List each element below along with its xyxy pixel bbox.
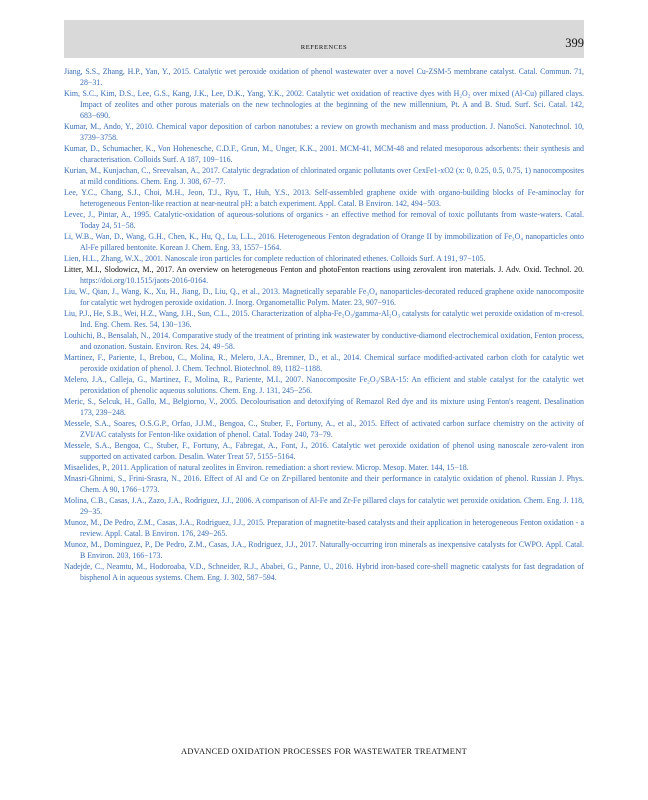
running-header <box>64 20 584 58</box>
reference-item <box>64 495 584 517</box>
reference-text: Li, W.B., Wan, D., Wang, G.H., Chen, K., Hu, Q., Lu, L.L., 2016. Heterogeneous Fenton degradation of Orange II by immobilization of Fe₃O₄ nanoparticles onto Al-Fe pillared bentonite. Korean J. Chem. Eng. 33, 1557−1564. <box>64 232 584 252</box>
reference-text: Munoz, M., De Pedro, Z.M., Casas, J.A., Rodriguez, J.J., 2015. Preparation of magnetite-based catalysts and their application in heterogeneous Fenton oxidation - a review. Appl. Catal. B Environ. 176, 249−265. <box>64 518 584 538</box>
reference-item <box>64 286 584 308</box>
reference-item <box>64 352 584 374</box>
reference-text: Louhichi, B., Bensalah, N., 2014. Comparative study of the treatment of printing ink wastewater by conductive-diamond electrochemical oxidation, Fenton process, and ozonation. Sustain. Environ. Res. 24, 49−58. <box>64 331 584 351</box>
page-number: 399 <box>565 36 584 50</box>
reference-item <box>64 165 584 187</box>
reference-text: Lee, Y.C., Chang, S.J., Choi, M.H., Jeon, T.J., Ryu, T., Huh, Y.S., 2013. Self-assembled graphene oxide with organo-building blocks of Fe-aminoclay for heterogeneous Fenton-like reaction at near-neutral pH: a batch experiment. Appl. Catal. B Environ. 142, 494−503. <box>64 188 584 208</box>
reference-text: Liu, W., Qian, J., Wang, K., Xu, H., Jiang, D., Liu, Q., et al., 2013. Magnetically separable Fe₃O₄ nanoparticles-decorated reduced graphene oxide nanocomposite for catalytic wet hydrogen peroxide oxidation. J. Inorg. Organometallic Polym. Mater. 23, 907−916. <box>64 287 584 307</box>
reference-item <box>64 517 584 539</box>
reference-text: Munoz, M., Dominguez, P., De Pedro, Z.M., Casas, J.A., Rodriguez, J.J., 2017. Naturally-occurring iron minerals as inexpensive catalysts for CWPO. Appl. Catal. B Environ. 203, 166−173. <box>64 540 584 560</box>
reference-text: Meric, S., Selcuk, H., Gallo, M., Belgiorno, V., 2005. Decolourisation and detoxifying of Remazol Red dye and its mixture using Fenton's reagent. Desalination 173, 239−248. <box>64 397 584 417</box>
reference-text: Lien, H.L., Zhang, W.X., 2001. Nanoscale iron particles for complete reduction of chlorinated ethenes. Colloids Surf. A 191, 97−105. <box>64 254 486 263</box>
reference-text: Kim, S.C., Kim, D.S., Lee, G.S., Kang, J.K., Lee, D.K., Yang, Y.K., 2002. Catalytic wet oxidation of reactive dyes with H₂O₂ over mixed (Al-Cu) pillared clays. Impact of zeolites and other porous materials on the new technologies at the beginning of the new millennium, Pt. A and B. Stud. Surf. Sci. Catal. 142, 683−690. <box>64 89 584 120</box>
running-header-title: REFERENCES <box>300 44 348 51</box>
reference-item <box>64 231 584 253</box>
reference-item <box>64 374 584 396</box>
reference-text: Mnasri-Ghnimi, S., Frini-Srasra, N., 2016. Effect of Al and Ce on Zr-pillared bentonite and their performance in catalytic oxidation of phenol. Russian J. Phys. Chem. A 90, 1766−1773. <box>64 474 584 494</box>
reference-text: Jiang, S.S., Zhang, H.P., Yan, Y., 2015. Catalytic wet peroxide oxidation of phenol wastewater over a novel Cu-ZSM-5 membrane catalyst. Catal. Commun. 71, 28−31. <box>64 67 584 87</box>
reference-item <box>64 66 584 88</box>
reference-item <box>64 462 584 473</box>
reference-item <box>64 440 584 462</box>
reference-item <box>64 561 584 583</box>
reference-item <box>64 396 584 418</box>
reference-text: Molina, C.B., Casas, J.A., Zazo, J.A., Rodriguez, J.J., 2006. A comparison of Al-Fe and Zr-Fe pillared clays for catalytic wet peroxide oxidation. Chem. Eng. J. 118, 29−35. <box>64 496 584 516</box>
reference-text: Litter, M.I., Slodowicz, M., 2017. An overview on heterogeneous Fenton and photoFenton reactions using zerovalent iron materials. J. Adv. Oxid. Technol. 20. <box>64 265 584 274</box>
reference-text: Messele, S.A., Soares, O.S.G.P., Orfao, J.J.M., Bengoa, C., Stuber, F., Fortuny, A., et al., 2015. Effect of activated carbon surface chemistry on the activity of ZVI/AC catalysts for Fenton-like oxidation of phenol. Catal. Today 240, 73−79. <box>64 419 584 439</box>
reference-item <box>64 88 584 121</box>
reference-item <box>64 187 584 209</box>
reference-item <box>64 143 584 165</box>
reference-item <box>64 330 584 352</box>
doi-link[interactable]: https://doi.org/10.1515/jaots-2016-0164. <box>80 276 209 285</box>
reference-item <box>64 418 584 440</box>
reference-item <box>64 308 584 330</box>
reference-item <box>64 539 584 561</box>
running-footer: ADVANCED OXIDATION PROCESSES FOR WASTEWATER TREATMENT <box>180 747 467 756</box>
reference-list <box>64 66 584 583</box>
reference-item <box>64 473 584 495</box>
reference-text: Levec, J., Pintar, A., 1995. Catalytic-oxidation of aqueous-solutions of organics - an effective method for removal of toxic pollutants from waste-waters. Catal. Today 24, 51−58. <box>64 210 584 230</box>
reference-item <box>64 209 584 231</box>
reference-text: Nadejde, C., Neamtu, M., Hodoroaba, V.D., Schneider, R.J., Ababei, G., Panne, U., 2016. Hybrid iron-based core-shell magnetic catalysts for fast degradation of bisphenol A in aqueous systems. Chem. Eng. J. 302, 587−594. <box>64 562 584 582</box>
reference-item <box>64 264 584 286</box>
reference-text: Melero, J.A., Calleja, G., Martinez, F., Molina, R., Pariente, M.I., 2007. Nanocomposite Fe₂O₃/SBA-15: An efficient and stable catalyst for the catalytic wet peroxidation of phenolic aqueous solutions. Chem. Eng. J. 131, 245−256. <box>64 375 584 395</box>
reference-item <box>64 121 584 143</box>
reference-text: Martinez, F., Pariente, I., Brebou, C., Molina, R., Melero, J.A., Bremner, D., et al., 2014. Chemical surface modified-activated carbon cloth for catalytic wet peroxide oxidation of phenol. J. Chem. Technol. Biotechnol. 89, 1182−1188. <box>64 353 584 373</box>
reference-text: Misaelides, P., 2011. Application of natural zeolites in Environ. remediation: a short review. Microp. Mesop. Mater. 144, 15−18. <box>64 463 469 472</box>
reference-text: Liu, P.J., He, S.B., Wei, H.Z., Wang, J.H., Sun, C.L., 2015. Characterization of alpha-Fe₂O₃/gamma-Al₂O₃ catalysts for catalytic wet peroxide oxidation of m-cresol. Ind. Eng. Chem. Res. 54, 130−136. <box>64 309 584 329</box>
reference-text: Messele, S.A., Bengoa, C., Stuber, F., Fortuny, A., Fabregat, A., Font, J., 2016. Catalytic wet peroxide oxidation of phenol using nanoscale zero-valent iron supported on activated carbon. Desalin. Water Treat 57, 5155−5164. <box>64 441 584 461</box>
reference-text: Kumar, M., Ando, Y., 2010. Chemical vapor deposition of carbon nanotubes: a review on growth mechanism and mass production. J. NanoSci. Nanotechnol. 10, 3739−3758. <box>64 122 584 142</box>
reference-item <box>64 253 584 264</box>
reference-text: Kumar, D., Schumacher, K., Von Hohenesche, C.D.F., Grun, M., Unger, K.K., 2001. MCM-41, MCM-48 and related mesoporous adsorbents: their synthesis and characterisation. Colloids Surf. A 187, 109−116. <box>64 144 584 164</box>
reference-text: Kurian, M., Kunjachan, C., Sreevalsan, A., 2017. Catalytic degradation of chlorinated organic pollutants over CexFe1-xO2 (x: 0, 0.25, 0.5, 0.75, 1) nanocomposites at mild conditions. Chem. Eng. J. 308, 67−77. <box>64 166 584 186</box>
